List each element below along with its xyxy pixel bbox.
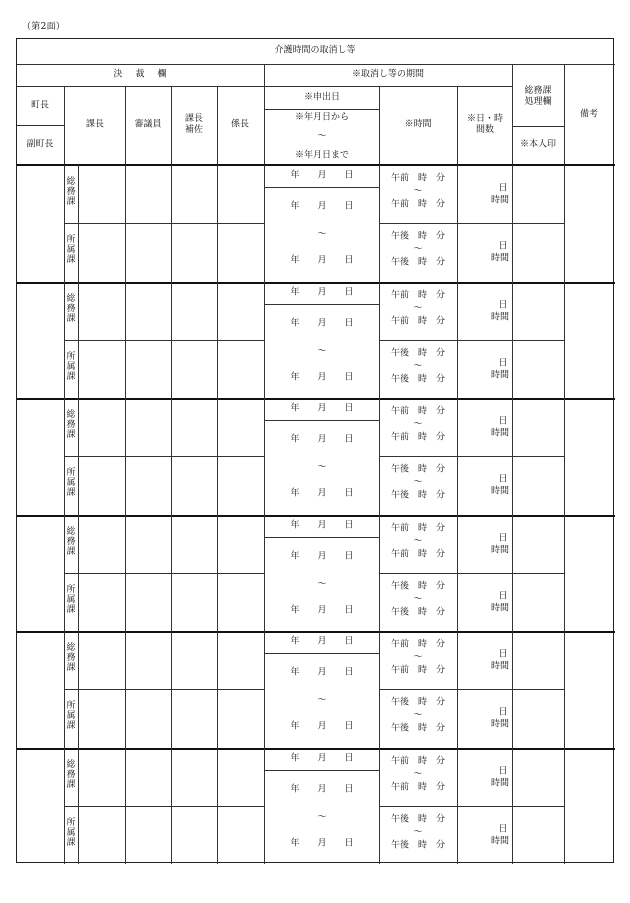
block-col-line — [64, 282, 65, 399]
hours-unit-label: 時間 — [490, 486, 510, 497]
day-unit-label: 日 — [498, 765, 508, 776]
block-divider — [17, 631, 615, 633]
affiliated-dept-label: 所属課 — [66, 817, 76, 848]
am-start-time-field[interactable]: 午前 時 分 — [390, 406, 446, 417]
date-row-line — [265, 770, 380, 771]
day-unit-label: 日 — [498, 824, 508, 835]
date-wave: 〜 — [317, 695, 327, 706]
page-label: （第2面） — [22, 22, 66, 32]
to-date-field[interactable]: 年 月 日 — [290, 721, 354, 732]
day-unit-label: 日 — [498, 649, 508, 660]
block-col-line — [379, 631, 380, 748]
hours-unit-label: 時間 — [490, 777, 510, 788]
hours-unit-label: 時間 — [490, 836, 510, 847]
application-date-field[interactable]: 年 月 日 — [290, 403, 354, 414]
hours-unit-label: 時間 — [490, 311, 510, 322]
am-time-wave: 〜 — [413, 535, 423, 546]
am-start-time-field[interactable]: 午前 時 分 — [390, 173, 446, 184]
am-end-time-field[interactable]: 午前 時 分 — [390, 432, 446, 443]
block-col-line — [64, 165, 65, 282]
block-col-line — [78, 282, 79, 399]
day-unit-label: 日 — [498, 532, 508, 543]
affiliated-dept-label: 所属課 — [66, 235, 76, 266]
affiliated-dept-label: 所属課 — [66, 584, 76, 615]
from-date-field[interactable]: 年 月 日 — [290, 317, 354, 328]
block-col-line — [78, 515, 79, 632]
am-end-time-field[interactable]: 午前 時 分 — [390, 199, 446, 210]
period-header: ※取消し等の期間 — [351, 69, 425, 80]
block-mid-line — [64, 223, 265, 224]
block-col-line — [379, 398, 380, 515]
block-col-line — [125, 165, 126, 282]
pm-end-time-field[interactable]: 午後 時 分 — [390, 490, 446, 501]
pm-end-time-field[interactable]: 午後 時 分 — [390, 840, 446, 851]
block-col-line — [457, 282, 458, 399]
remarks-left-divider — [564, 64, 565, 165]
hours-unit-label: 時間 — [490, 544, 510, 555]
block-col-line — [125, 282, 126, 399]
date-row-line — [265, 304, 380, 305]
day-unit-label: 日 — [498, 183, 508, 194]
pm-time-wave: 〜 — [413, 244, 423, 255]
block-col-line — [564, 282, 565, 399]
am-time-wave: 〜 — [413, 419, 423, 430]
day-unit-label: 日 — [498, 591, 508, 602]
am-time-wave: 〜 — [413, 302, 423, 313]
from-date-field[interactable]: 年 月 日 — [290, 667, 354, 678]
remarks-header: 備考 — [579, 109, 599, 120]
seal-divider — [513, 126, 565, 127]
block-mid-line-right — [379, 573, 565, 574]
subheader-divider — [17, 86, 513, 87]
block-col-line — [64, 631, 65, 748]
block-col-line — [379, 515, 380, 632]
period-left-divider — [264, 64, 265, 165]
block-col-line — [78, 631, 79, 748]
to-date-label: ※年月日まで — [294, 150, 350, 161]
am-time-wave: 〜 — [413, 652, 423, 663]
pm-end-time-field[interactable]: 午後 時 分 — [390, 723, 446, 734]
am-end-time-field[interactable]: 午前 時 分 — [390, 665, 446, 676]
day-unit-label: 日 — [498, 707, 508, 718]
col-divider-mayor — [64, 86, 65, 165]
block-col-line — [171, 515, 172, 632]
block-col-line — [125, 398, 126, 515]
block-col-line — [264, 631, 265, 748]
general-affairs-dept-label: 総務課 — [66, 526, 76, 557]
col-divider-time — [457, 86, 458, 165]
hours-unit-label: 時間 — [490, 661, 510, 672]
date-wave: 〜 — [317, 811, 327, 822]
block-mid-line-right — [379, 689, 565, 690]
block-mid-line — [64, 340, 265, 341]
application-date-divider — [265, 109, 380, 110]
date-row-line — [265, 420, 380, 421]
block-col-line — [512, 748, 513, 865]
block-col-line — [564, 165, 565, 282]
block-col-line — [64, 398, 65, 515]
time-header: ※時間 — [404, 119, 432, 130]
block-col-line — [512, 515, 513, 632]
affiliated-dept-label: 所属課 — [66, 351, 76, 382]
admin-left-divider — [512, 64, 513, 165]
am-start-time-field[interactable]: 午前 時 分 — [390, 755, 446, 766]
block-col-line — [264, 398, 265, 515]
col-divider-date — [379, 86, 380, 165]
from-date-field[interactable]: 年 月 日 — [290, 550, 354, 561]
block-col-line — [457, 398, 458, 515]
application-date-label: ※申出日 — [303, 92, 341, 103]
date-wave: 〜 — [317, 345, 327, 356]
block-col-line — [125, 631, 126, 748]
subsection-chief-label: 係長 — [230, 119, 250, 130]
block-col-line — [264, 748, 265, 865]
block-col-line — [171, 748, 172, 865]
date-wave: 〜 — [317, 229, 327, 240]
days-hours-header: ※日・時 間数 — [466, 113, 504, 135]
mayor-label: 町長 — [30, 100, 50, 111]
councilor-label: 審議員 — [134, 119, 162, 130]
block-mid-line — [64, 689, 265, 690]
hours-unit-label: 時間 — [490, 603, 510, 614]
application-date-field[interactable]: 年 月 日 — [290, 170, 354, 181]
hours-unit-label: 時間 — [490, 370, 510, 381]
am-start-time-field[interactable]: 午前 時 分 — [390, 639, 446, 650]
block-col-line — [512, 398, 513, 515]
col-divider-assistant — [217, 86, 218, 165]
block-col-line — [64, 748, 65, 865]
block-col-line — [379, 282, 380, 399]
block-divider — [17, 398, 615, 400]
block-col-line — [379, 165, 380, 282]
block-mid-line — [64, 806, 265, 807]
from-date-field[interactable]: 年 月 日 — [290, 783, 354, 794]
col-divider-councilor — [171, 86, 172, 165]
pm-time-wave: 〜 — [413, 594, 423, 605]
block-col-line — [457, 631, 458, 748]
cancellation-form — [16, 38, 614, 863]
pm-time-wave: 〜 — [413, 710, 423, 721]
block-mid-line — [64, 456, 265, 457]
am-time-wave: 〜 — [413, 186, 423, 197]
block-mid-line-right — [379, 806, 565, 807]
pm-start-time-field[interactable]: 午後 時 分 — [390, 581, 446, 592]
general-affairs-dept-label: 総務課 — [66, 177, 76, 208]
assistant-chief-label: 課長 補佐 — [184, 113, 204, 135]
am-end-time-field[interactable]: 午前 時 分 — [390, 781, 446, 792]
day-unit-label: 日 — [498, 416, 508, 427]
block-col-line — [264, 515, 265, 632]
section-chief-label: 課長 — [85, 119, 105, 130]
day-unit-label: 日 — [498, 358, 508, 369]
pm-start-time-field[interactable]: 午後 時 分 — [390, 348, 446, 359]
block-col-line — [457, 165, 458, 282]
block-col-line — [171, 631, 172, 748]
pm-end-time-field[interactable]: 午後 時 分 — [390, 374, 446, 385]
block-col-line — [512, 631, 513, 748]
pm-end-time-field[interactable]: 午後 時 分 — [390, 607, 446, 618]
block-col-line — [78, 748, 79, 865]
block-divider — [17, 164, 615, 166]
block-divider — [17, 515, 615, 517]
block-col-line — [457, 748, 458, 865]
hours-unit-label: 時間 — [490, 195, 510, 206]
pm-start-time-field[interactable]: 午後 時 分 — [390, 697, 446, 708]
am-end-time-field[interactable]: 午前 時 分 — [390, 548, 446, 559]
affiliated-dept-label: 所属課 — [66, 701, 76, 732]
block-col-line — [217, 748, 218, 865]
hours-unit-label: 時間 — [490, 428, 510, 439]
application-date-field[interactable]: 年 月 日 — [290, 752, 354, 763]
day-unit-label: 日 — [498, 299, 508, 310]
to-date-field[interactable]: 年 月 日 — [290, 255, 354, 266]
am-start-time-field[interactable]: 午前 時 分 — [390, 522, 446, 533]
block-col-line — [171, 398, 172, 515]
block-col-line — [564, 398, 565, 515]
pm-end-time-field[interactable]: 午後 時 分 — [390, 257, 446, 268]
pm-time-wave: 〜 — [413, 477, 423, 488]
block-mid-line — [64, 573, 265, 574]
am-start-time-field[interactable]: 午前 時 分 — [390, 289, 446, 300]
pm-time-wave: 〜 — [413, 361, 423, 372]
general-affairs-dept-label: 総務課 — [66, 410, 76, 441]
date-row-line — [265, 537, 380, 538]
date-row-line — [265, 187, 380, 188]
pm-start-time-field[interactable]: 午後 時 分 — [390, 814, 446, 825]
block-col-line — [171, 165, 172, 282]
block-col-line — [64, 515, 65, 632]
to-date-field[interactable]: 年 月 日 — [290, 371, 354, 382]
block-mid-line-right — [379, 223, 565, 224]
block-mid-line-right — [379, 456, 565, 457]
to-date-field[interactable]: 年 月 日 — [290, 488, 354, 499]
general-affairs-header: 総務課 処理欄 — [524, 85, 552, 107]
block-col-line — [564, 515, 565, 632]
hours-unit-label: 時間 — [490, 253, 510, 264]
block-col-line — [78, 165, 79, 282]
block-divider — [17, 748, 615, 750]
block-col-line — [217, 165, 218, 282]
pm-start-time-field[interactable]: 午後 時 分 — [390, 464, 446, 475]
period-wave: 〜 — [317, 131, 327, 142]
deputy-mayor-label: 副町長 — [26, 139, 54, 150]
to-date-field[interactable]: 年 月 日 — [290, 604, 354, 615]
personal-seal-label: ※本人印 — [519, 139, 557, 150]
approval-header: 決 裁 欄 — [113, 69, 169, 80]
form-title: 介護時間の取消し等 — [274, 45, 356, 56]
day-unit-label: 日 — [498, 474, 508, 485]
block-col-line — [564, 631, 565, 748]
block-col-line — [264, 165, 265, 282]
block-col-line — [171, 282, 172, 399]
block-col-line — [512, 165, 513, 282]
general-affairs-dept-label: 総務課 — [66, 643, 76, 674]
block-col-line — [264, 282, 265, 399]
date-row-line — [265, 653, 380, 654]
am-time-wave: 〜 — [413, 768, 423, 779]
am-end-time-field[interactable]: 午前 時 分 — [390, 315, 446, 326]
date-wave: 〜 — [317, 578, 327, 589]
block-col-line — [564, 748, 565, 865]
block-col-line — [457, 515, 458, 632]
title-divider — [17, 64, 615, 65]
block-col-line — [125, 515, 126, 632]
block-col-line — [78, 398, 79, 515]
block-col-line — [512, 282, 513, 399]
from-date-label: ※年月日から — [294, 112, 350, 123]
pm-start-time-field[interactable]: 午後 時 分 — [390, 231, 446, 242]
application-date-field[interactable]: 年 月 日 — [290, 636, 354, 647]
block-divider — [17, 282, 615, 284]
mayor-divider — [17, 125, 64, 126]
block-col-line — [217, 282, 218, 399]
application-date-field[interactable]: 年 月 日 — [290, 519, 354, 530]
day-unit-label: 日 — [498, 241, 508, 252]
hours-unit-label: 時間 — [490, 719, 510, 730]
application-date-field[interactable]: 年 月 日 — [290, 286, 354, 297]
pm-time-wave: 〜 — [413, 827, 423, 838]
affiliated-dept-label: 所属課 — [66, 468, 76, 499]
from-date-field[interactable]: 年 月 日 — [290, 201, 354, 212]
to-date-field[interactable]: 年 月 日 — [290, 837, 354, 848]
col-divider-chief — [125, 86, 126, 165]
general-affairs-dept-label: 総務課 — [66, 759, 76, 790]
block-col-line — [125, 748, 126, 865]
from-date-field[interactable]: 年 月 日 — [290, 434, 354, 445]
general-affairs-dept-label: 総務課 — [66, 293, 76, 324]
block-mid-line-right — [379, 340, 565, 341]
block-col-line — [217, 515, 218, 632]
date-wave: 〜 — [317, 462, 327, 473]
block-col-line — [217, 398, 218, 515]
block-col-line — [379, 748, 380, 865]
block-col-line — [217, 631, 218, 748]
